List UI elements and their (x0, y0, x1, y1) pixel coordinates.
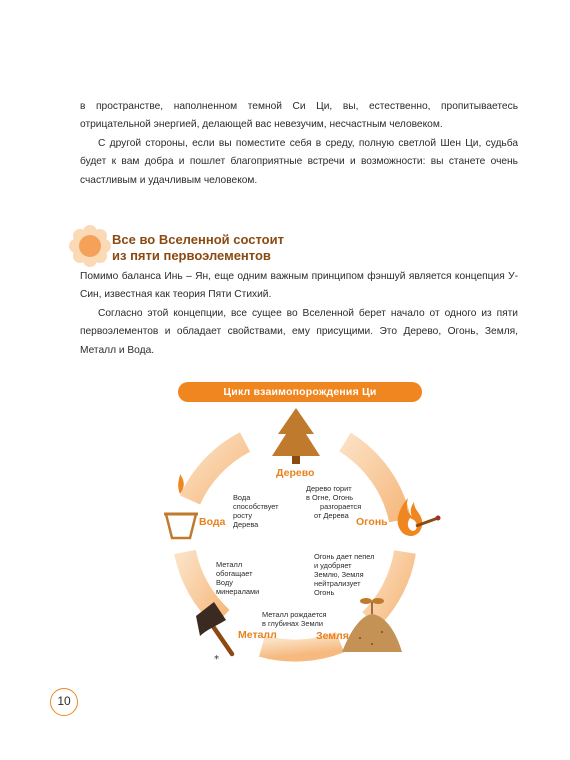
desc-wood-fire: Дерево горит в Огне, Огонь разгорается от Дерева (306, 484, 362, 520)
svg-text:*: * (214, 654, 219, 665)
intro-text (80, 98, 518, 190)
five-elements-cycle-diagram (0, 370, 570, 670)
tree-icon (272, 408, 320, 464)
arc-water-wood (190, 442, 245, 500)
element-metal-label: Металл (238, 629, 277, 641)
section-heading (68, 224, 528, 268)
paragraph: Помимо баланса Инь – Ян, еще одним важным принципом фэншуй является концепция У-Син, известная как теория Пяти Стихий. (80, 271, 518, 301)
paragraph: С другой стороны, если вы поместите себя в среду, полную светлой Шен Ци, судьба будет к вам добра и пошлет благоприятные встречи и возможности: вы станете очень счастливым и удачливым человеком. (80, 137, 518, 186)
arc-fire-earth (370, 552, 405, 620)
element-water-label: Вода (199, 516, 226, 528)
element-fire-label: Огонь (356, 516, 388, 528)
section-title-line-2: из пяти первоэлементов (112, 248, 271, 263)
desc-earth-metal: Металл рождается в глубинах Земли (262, 610, 327, 628)
desc-fire-earth: Огонь дает пепел и удобряет Землю, Земля нейтрализует Огонь (314, 552, 375, 597)
fire-icon (398, 498, 441, 536)
paragraph: Согласно этой концепции, все сущее во Вселенной берет начало от одного из пяти первоэлементов и обладает свойствами, ему присущими. Это Дерево, Огонь, Земля, Металл и Вода. (80, 307, 518, 356)
desc-water-wood: Вода способствует росту Дерева (233, 493, 279, 529)
paragraph: в пространстве, наполненном темной Си Ци, вы, естественно, пропитываетесь отрицательной энергией, делающей вас невезучим, несчастным человеком. (80, 101, 518, 131)
arc-earth-metal (262, 642, 340, 651)
section-title-line-1: Все во Вселенной состоит (112, 232, 284, 247)
page-number: 10 (50, 688, 78, 716)
element-wood-label: Дерево (276, 467, 315, 479)
flower-icon (68, 224, 112, 268)
element-earth-label: Земля (316, 630, 349, 642)
desc-metal-water: Металл обогащает Воду минералами (216, 560, 260, 596)
diagram-title: Цикл взаимопорождения Ци (178, 382, 422, 402)
concept-text (80, 268, 518, 360)
